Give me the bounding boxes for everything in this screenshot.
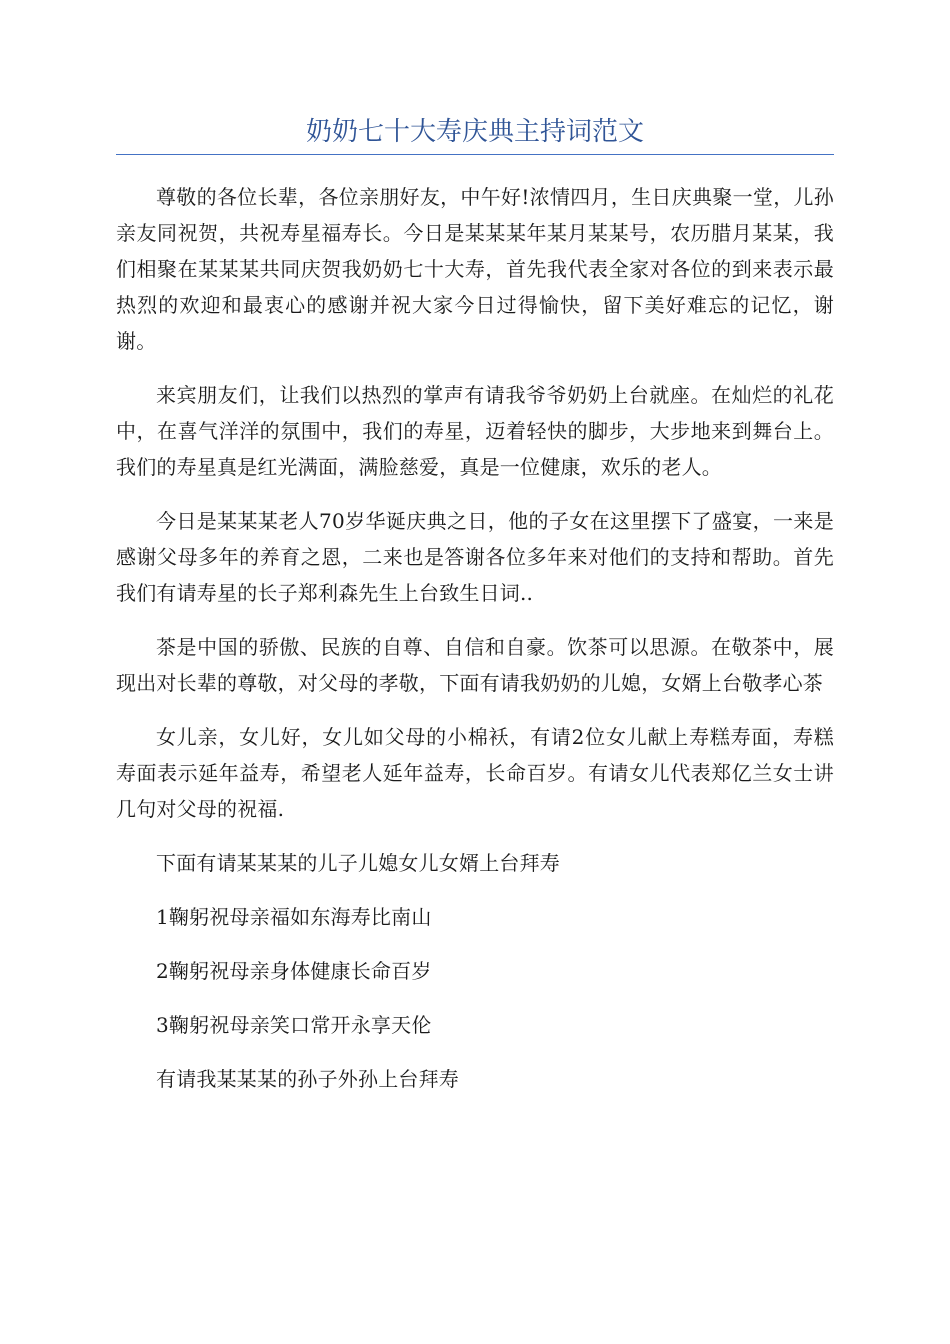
paragraph-celebration: 今日是某某某老人70岁华诞庆典之日，他的子女在这里摆下了盛宴，一来是感谢父母多年的养育之恩，二来也是答谢各位多年来对他们的支持和帮助。首先我们有请寿星的长子郑利森先生上台致生日词.. <box>116 509 834 605</box>
paragraph-welcome-seniors: 来宾朋友们，让我们以热烈的掌声有请我爷爷奶奶上台就座。在灿烂的礼花中，在喜气洋洋的氛围中，我们的寿星，迈着轻快的脚步，大步地来到舞台上。我们的寿星真是红光满面，满脸慈爱，真是一位健康，欢乐的老人。 <box>116 383 834 479</box>
paragraph-daughters: 女儿亲，女儿好，女儿如父母的小棉袄，有请2位女儿献上寿糕寿面，寿糕寿面表示延年益寿，希望老人延年益寿，长命百岁。有请女儿代表郑亿兰女士讲几句对父母的祝福. <box>116 725 834 821</box>
document-body <box>116 179 834 1115</box>
document-title: 奶奶七十大寿庆典主持词范文 <box>305 117 644 147</box>
paragraph-bow-3: 3鞠躬祝母亲笑口常开永享天伦 <box>156 1013 432 1037</box>
paragraph-bow-2: 2鞠躬祝母亲身体健康长命百岁 <box>156 959 432 983</box>
title-underline <box>116 154 834 155</box>
paragraph-greeting: 尊敬的各位长辈，各位亲朋好友，中午好!浓情四月，生日庆典聚一堂，儿孙亲友同祝贺，共祝寿星福寿长。今日是某某某年某月某某号，农历腊月某某，我们相聚在某某某共同庆贺我奶奶七十大寿，首先我代表全家对各位的到来表示最热烈的欢迎和最衷心的感谢并祝大家今日过得愉快，留下美好难忘的记忆，谢谢。 <box>116 185 834 353</box>
paragraph-children-bow: 下面有请某某某的儿子儿媳女儿女婿上台拜寿 <box>156 851 560 875</box>
paragraph-tea: 茶是中国的骄傲、民族的自尊、自信和自豪。饮茶可以思源。在敬茶中，展现出对长辈的尊敬，对父母的孝敬，下面有请我奶奶的儿媳，女婿上台敬孝心茶 <box>116 635 834 695</box>
paragraph-bow-1: 1鞠躬祝母亲福如东海寿比南山 <box>156 905 432 929</box>
paragraph-grandchildren: 有请我某某某的孙子外孙上台拜寿 <box>156 1067 459 1091</box>
